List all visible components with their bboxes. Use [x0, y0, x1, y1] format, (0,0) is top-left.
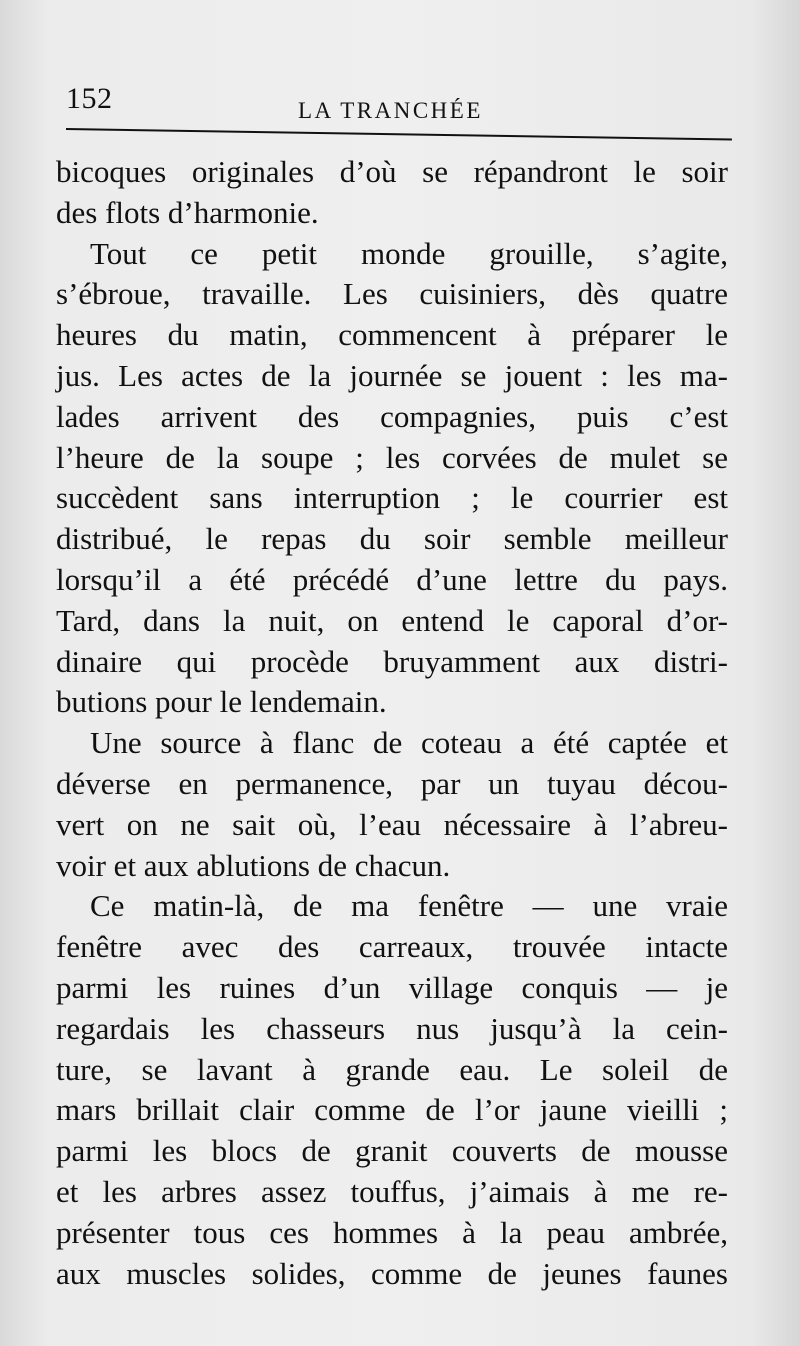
text-line: fenêtre avec des carreaux, trouvée intacte: [56, 929, 728, 965]
page-header: [66, 82, 731, 130]
text-line: vert on ne sait où, l’eau nécessaire à l’abreu-: [56, 806, 728, 842]
paragraph: [56, 152, 728, 234]
text-line: lorsqu’il a été précédé d’une lettre du pays.: [56, 561, 728, 597]
text-line: lades arrivent des compagnies, puis c’est: [56, 398, 728, 434]
text-line: jus. Les actes de la journée se jouent : les ma-: [56, 357, 728, 393]
text-line: butions pour le lendemain.: [56, 684, 387, 720]
text-line: voir et aux ablutions de chacun.: [56, 847, 451, 883]
text-line: l’heure de la soupe ; les corvées de mulet se: [56, 439, 728, 475]
text-line: présenter tous ces hommes à la peau ambrée,: [56, 1214, 728, 1250]
paragraph: [56, 886, 728, 1294]
text-line: s’ébroue, travaille. Les cuisiniers, dès quatre: [56, 276, 728, 312]
text-line: des flots d’harmonie.: [56, 194, 319, 230]
text-line: ture, se lavant à grande eau. Le soleil de: [56, 1051, 728, 1087]
text-line: parmi les ruines d’un village conquis — je: [56, 969, 728, 1005]
text-line: bicoques originales d’où se répandront le soir: [56, 154, 728, 189]
text-line: Tard, dans la nuit, on entend le caporal d’or-: [56, 602, 728, 638]
text-line: et les arbres assez touffus, j’aimais à me re-: [56, 1173, 728, 1209]
text-line: succèdent sans interruption ; le courrier est: [56, 480, 728, 516]
text-line: heures du matin, commencent à préparer le: [56, 317, 728, 353]
paragraph: [56, 723, 728, 886]
running-title: LA TRANCHÉE: [298, 98, 483, 123]
text-line: Tout ce petit monde grouille, s’agite,: [90, 235, 728, 271]
text-line: aux muscles solides, comme de jeunes faunes: [56, 1255, 728, 1291]
text-line: Ce matin-là, de ma fenêtre — une vraie: [90, 888, 728, 924]
text-line: parmi les blocs de granit couverts de mousse: [56, 1133, 728, 1169]
text-line: mars brillait clair comme de l’or jaune vieilli ;: [56, 1092, 728, 1128]
text-line: distribué, le repas du soir semble meilleur: [56, 521, 728, 557]
text-line: regardais les chasseurs nus jusqu’à la cein-: [56, 1010, 728, 1046]
body-text: [56, 152, 728, 1294]
page-number: 152: [66, 82, 113, 115]
text-line: Une source à flanc de coteau a été captée et: [90, 725, 728, 761]
text-line: déverse en permanence, par un tuyau décou-: [56, 765, 728, 801]
paragraph: [56, 234, 728, 724]
text-line: dinaire qui procède bruyamment aux distri-: [56, 643, 728, 679]
